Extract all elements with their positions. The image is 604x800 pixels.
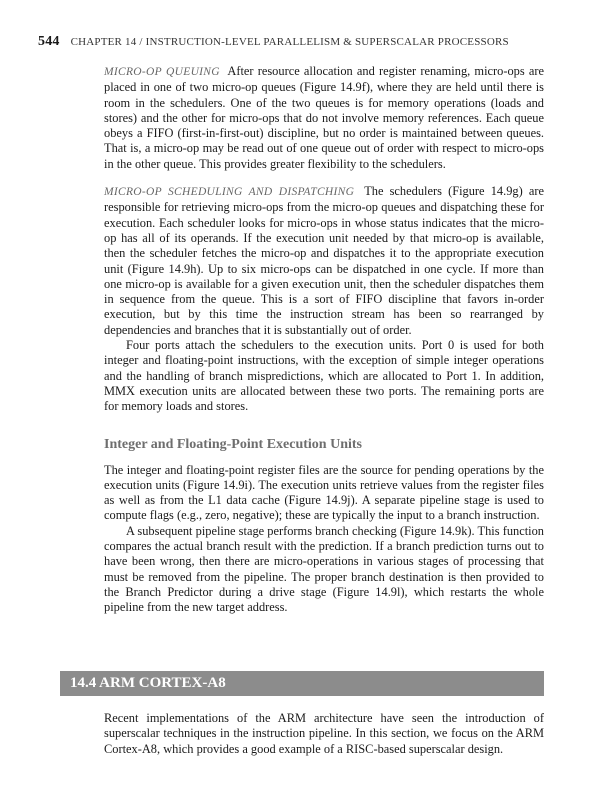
runin-heading-scheduling: MICRO-OP SCHEDULING AND DISPATCHING xyxy=(104,186,355,199)
main-text xyxy=(104,64,544,616)
paragraph-micro-op-queuing xyxy=(104,64,544,172)
subsection-heading: Integer and Floating-Point Execution Units xyxy=(104,436,362,452)
paragraph-text: The schedulers (Figure 14.9g) are responsible for retrieving micro-ops from the micro-op queues and dispatching these for execution. Each scheduler looks for micro-ops in whose status indicates that the micro-op has all of its operands. If the execution unit needed by that micro-op is available, then the scheduler fetches the micro-op and dispatches it to the appropriate execution unit (Figure 14.9h). Up to six micro-ops can be dispatched in one cycle. If more than one micro-op is available for a given execution unit, then the scheduler dispatches them in sequence from the queue. This is a sort of FIFO discipline that favors in-order execution, but by this time the instruction stream has been so rearranged by dependencies and branches that it is substantially out of order. xyxy=(104,184,545,337)
section-heading-bar xyxy=(60,671,544,696)
paragraph-text: After resource allocation and register renaming, micro-ops are placed in one of two micro-op queues (Figure 14.9f), where they are held until there is room in the schedulers. One of the two queues is for memory operations (loads and stores) and the other for micro-ops that do not involve memory references. Each queue obeys a FIFO (first-in-first-out) discipline, but no order is maintained between queues. That is, a micro-op may be read out of one queue out of order with respect to micro-ops in the other queue. This provides greater flexibility to the schedulers. xyxy=(104,64,544,171)
paragraph-scheduling xyxy=(104,184,544,338)
paragraph-register-files: The integer and floating-point register files are the source for pending operations by the execution units (Figure 14.9i). The execution units retrieve values from the register files as well as from the L1 data cache (Figure 14.9j). A separate pipeline stage is used to compute flags (e.g., zero, negative); these are typically the input to a branch instruction. xyxy=(104,462,544,523)
paragraph-branch-checking: A subsequent pipeline stage performs branch checking (Figure 14.9k). This function compares the actual branch result with the prediction. If a branch prediction turns out to have been wrong, then there are micro-operations in various stages of processing that must be removed from the pipeline. The proper branch destination is then provided to the Branch Predictor during a drive stage (Figure 14.9l), which restarts the whole pipeline from the new target address. xyxy=(104,523,544,615)
section-intro xyxy=(104,711,544,757)
section-heading: 14.4 ARM CORTEX-A8 xyxy=(70,675,226,691)
running-title: CHAPTER 14 / INSTRUCTION-LEVEL PARALLELISM & SUPERSCALAR PROCESSORS xyxy=(70,36,509,48)
page-number: 544 xyxy=(38,34,60,49)
paragraph-arm-intro: Recent implementations of the ARM architecture have seen the introduction of superscalar techniques in the instruction pipeline. In this section, we focus on the ARM Cortex-A8, which provides a good example of a RISC-based superscalar design. xyxy=(104,711,544,756)
running-header xyxy=(38,34,558,50)
runin-heading-queuing: MICRO-OP QUEUING xyxy=(104,66,220,78)
paragraph-ports: Four ports attach the schedulers to the execution units. Port 0 is used for both integer and floating-point instructions, with the exception of simple integer operations and the handling of branch mispredictions, which are allocated to Port 1. In addition, MMX execution units are allocated between these two ports. The remaining ports are for memory loads and stores. xyxy=(104,338,544,414)
